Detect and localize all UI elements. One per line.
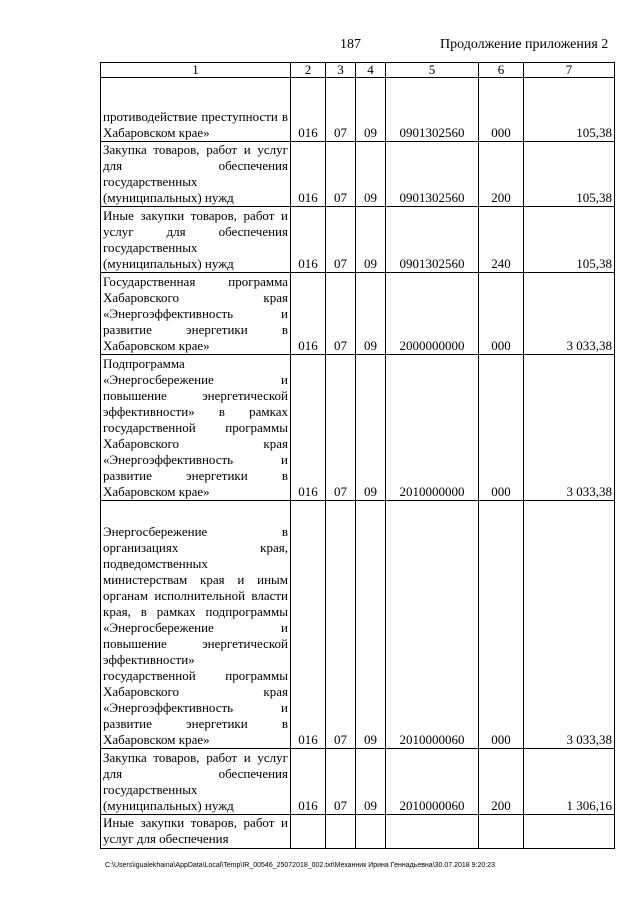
table-row [101,78,615,142]
section-code [326,815,356,849]
column-header: 3 [326,63,356,78]
expense-type-code: 000 [479,78,524,142]
target-article-code: 2010000000 [386,355,479,501]
target-article-code: 2010000060 [386,501,479,749]
ministry-code: 016 [291,355,326,501]
table-row [101,749,615,815]
target-article-code: 2000000000 [386,273,479,355]
column-header: 1 [101,63,291,78]
amount [524,815,615,849]
section-code: 07 [326,142,356,207]
row-name: Закупка товаров, работ и услуг для обеспечения государственных (муниципальных) нужд [101,749,291,815]
subsection-code: 09 [356,207,386,273]
continuation-label: Продолжение приложения 2 [440,37,609,52]
row-name: Энергосбережение в организациях края, подведомственных министерствам края и иным органам исполнительной власти края, в рамках подпрограммы «Энергосбережение и повышение энергетической эффективности» государственной программы Хабаровского края «Энергоэффективность и развитие энергетики в Хабаровском крае» [101,501,291,749]
amount: 3 033,38 [524,501,615,749]
subsection-code [356,815,386,849]
amount: 1 306,16 [524,749,615,815]
expense-type-code: 240 [479,207,524,273]
subsection-code: 09 [356,273,386,355]
column-header: 4 [356,63,386,78]
expense-type-code: 200 [479,749,524,815]
subsection-code: 09 [356,749,386,815]
section-code: 07 [326,273,356,355]
expense-type-code: 000 [479,273,524,355]
ministry-code: 016 [291,142,326,207]
column-header: 2 [291,63,326,78]
subsection-code: 09 [356,78,386,142]
column-header: 7 [524,63,615,78]
table-row [101,501,615,749]
section-code: 07 [326,207,356,273]
ministry-code: 016 [291,207,326,273]
column-header: 5 [386,63,479,78]
section-code: 07 [326,355,356,501]
table-row [101,273,615,355]
ministry-code [291,815,326,849]
amount: 105,38 [524,142,615,207]
row-name: Иные закупки товаров, работ и услуг для обеспечения государственных (муниципальных) нужд [101,207,291,273]
table-row [101,142,615,207]
row-name: Закупка товаров, работ и услуг для обеспечения государственных (муниципальных) нужд [101,142,291,207]
budget-table [100,62,615,849]
row-name: Иные закупки товаров, работ и услуг для обеспечения [101,815,291,849]
subsection-code: 09 [356,355,386,501]
expense-type-code: 000 [479,501,524,749]
section-code: 07 [326,78,356,142]
expense-type-code: 200 [479,142,524,207]
subsection-code: 09 [356,142,386,207]
row-name: противодействие преступности в Хабаровском крае» [101,78,291,142]
amount: 105,38 [524,207,615,273]
section-code: 07 [326,749,356,815]
ministry-code: 016 [291,501,326,749]
column-header: 6 [479,63,524,78]
amount: 3 033,38 [524,273,615,355]
footer-file-path: C:\Users\igualekhaina\AppData\Local\Temp\IR_00546_25072018_002.txt\Механник Ирина Геннадьевна\30.07.2018 9:20:23 [105,862,495,869]
ministry-code: 016 [291,749,326,815]
table-row [101,355,615,501]
table-row [101,815,615,849]
subsection-code: 09 [356,501,386,749]
row-name: Подпрограмма «Энергосбережение и повышение энергетической эффективности» в рамках государственной программы Хабаровского края «Энергоэффективность и развитие энергетики в Хабаровском крае» [101,355,291,501]
amount: 3 033,38 [524,355,615,501]
page-number: 187 [340,37,361,52]
amount: 105,38 [524,78,615,142]
target-article-code [386,815,479,849]
table-header-row [101,63,615,78]
target-article-code: 0901302560 [386,142,479,207]
target-article-code: 2010000060 [386,749,479,815]
target-article-code: 0901302560 [386,78,479,142]
expense-type-code: 000 [479,355,524,501]
target-article-code: 0901302560 [386,207,479,273]
ministry-code: 016 [291,78,326,142]
row-name: Государственная программа Хабаровского края «Энергоэффективность и развитие энергетики в Хабаровском крае» [101,273,291,355]
section-code: 07 [326,501,356,749]
ministry-code: 016 [291,273,326,355]
table-row [101,207,615,273]
expense-type-code [479,815,524,849]
